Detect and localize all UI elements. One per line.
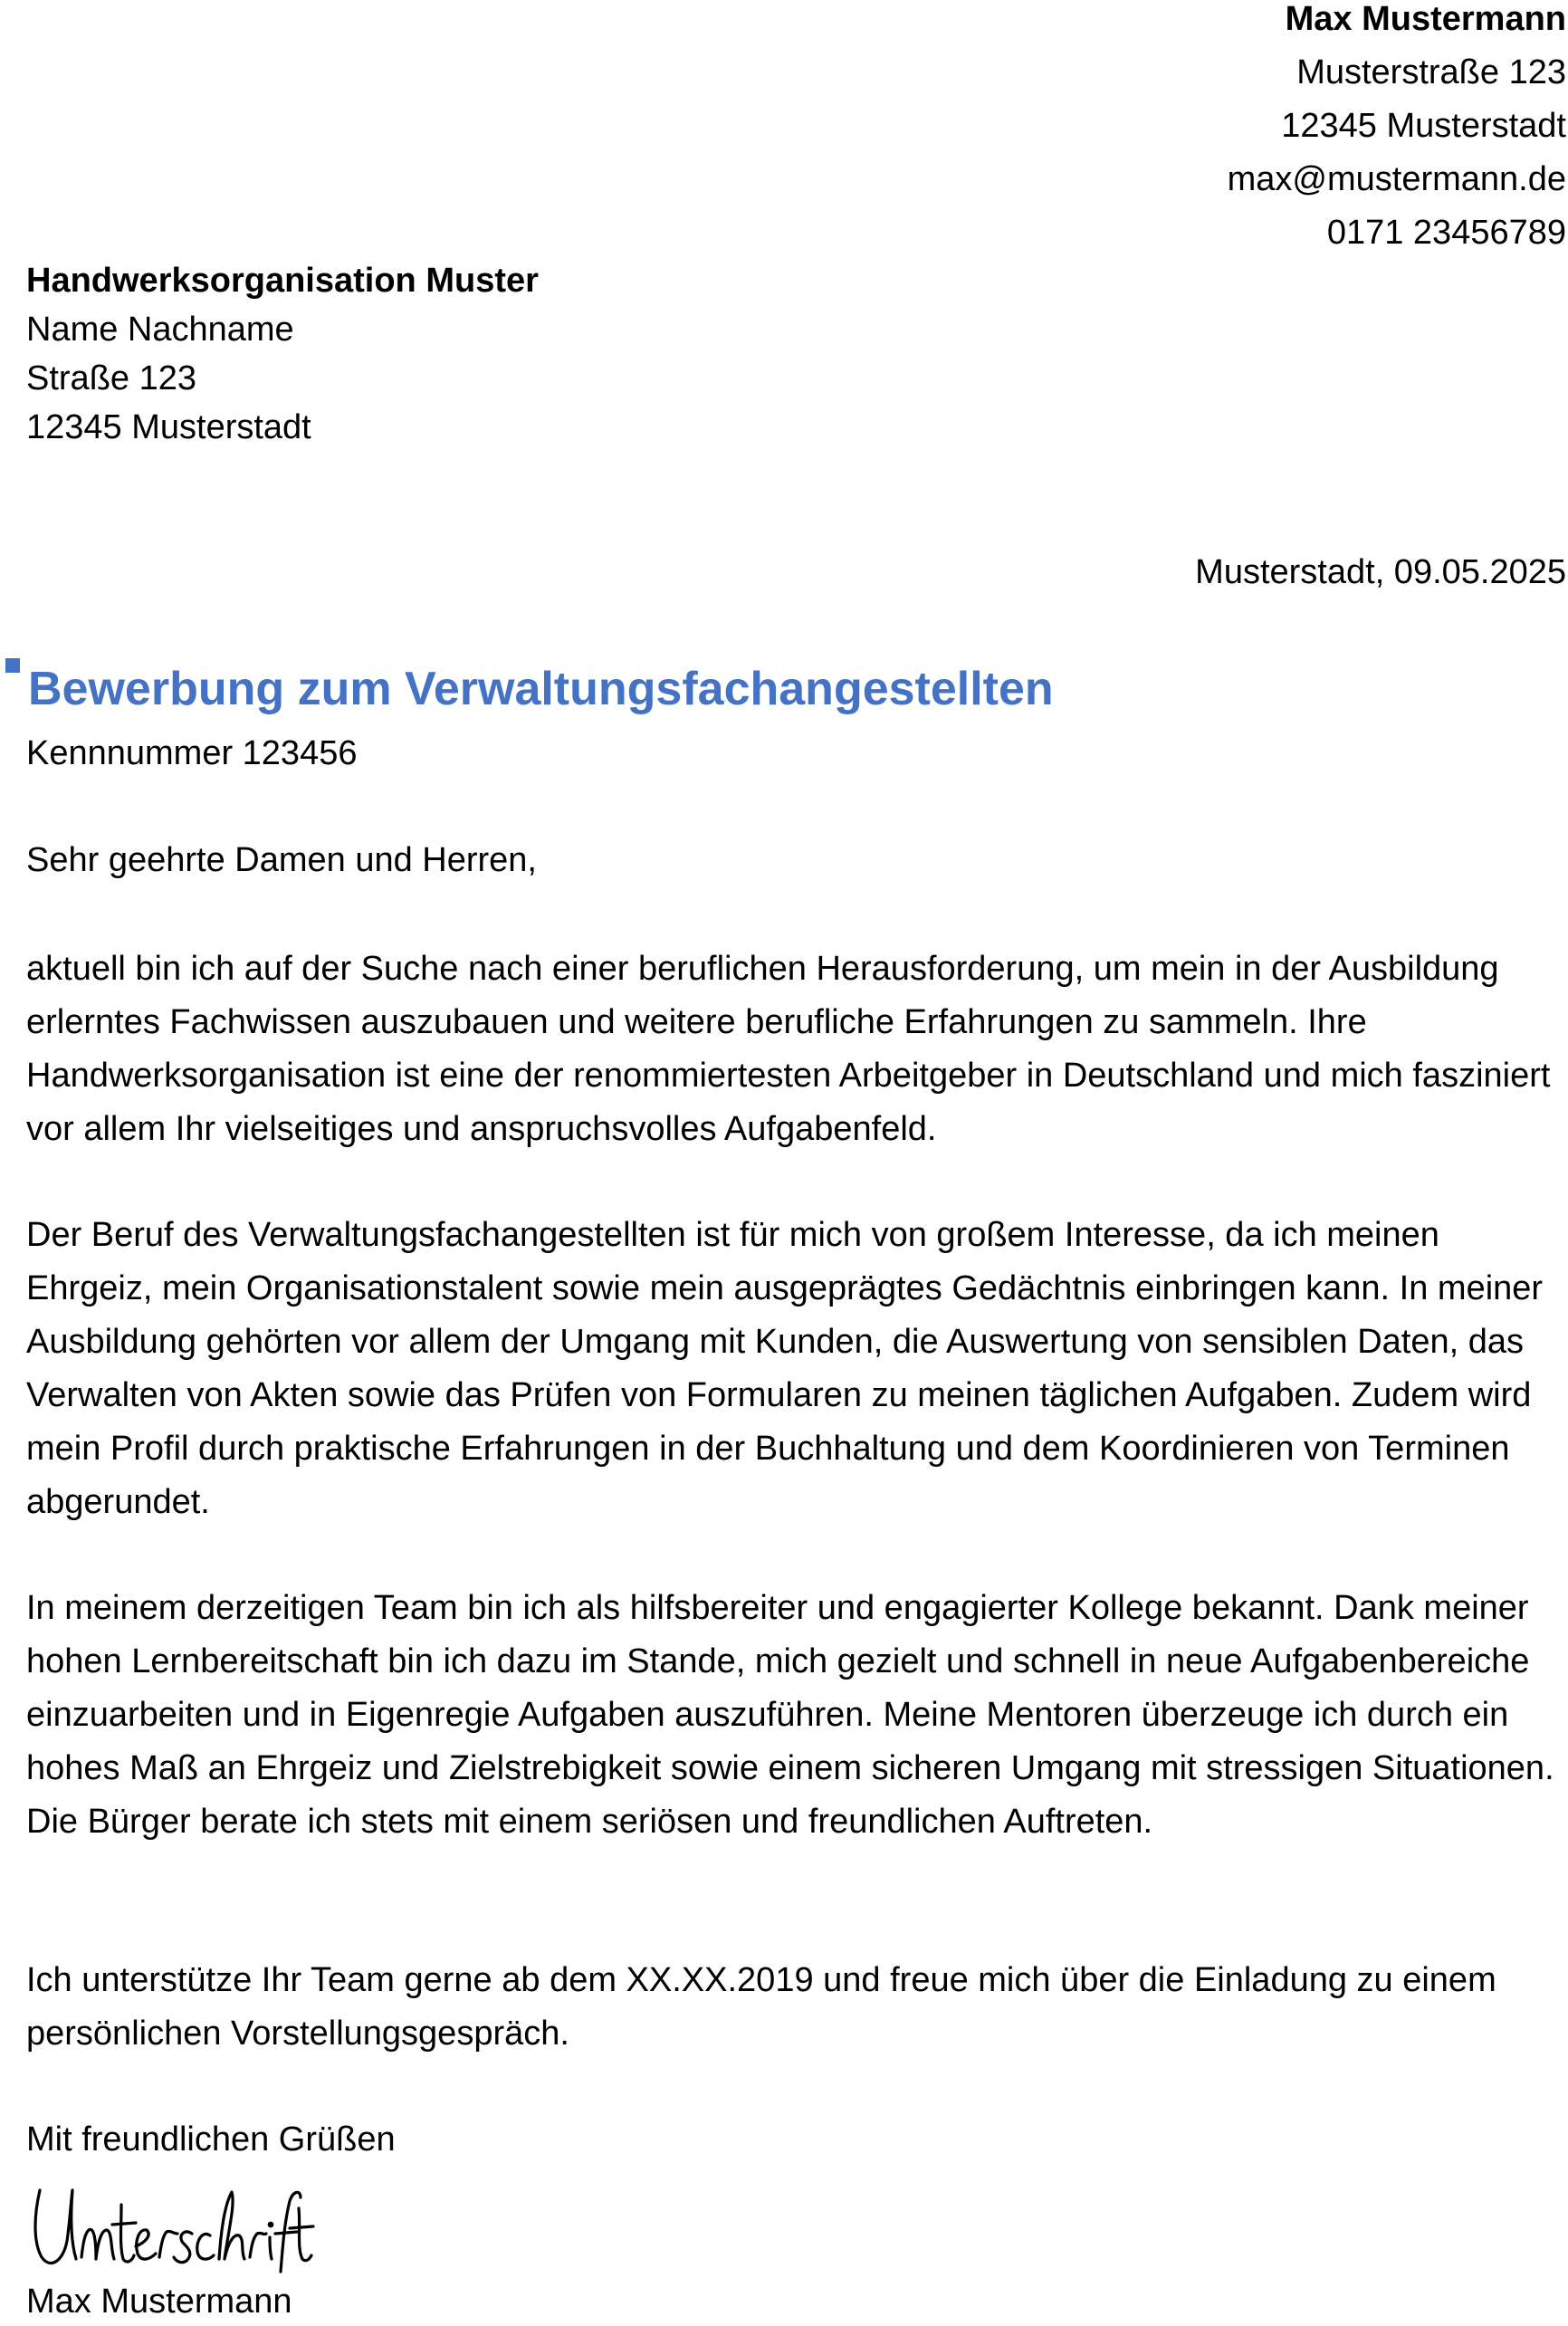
recipient-organization: Handwerksorganisation Muster bbox=[26, 262, 539, 300]
recipient-city: 12345 Musterstadt bbox=[26, 408, 311, 446]
body-paragraph-2: Der Beruf des Verwaltungsfachangestellten ist für mich von großem Interesse, da ich meinen Ehrgeiz, mein Organisationstalent sowie mein ausgeprägtes Gedächtnis einbringen kann. In meiner Ausbildung gehörten vor allem der Umgang mit Kunden, die Auswertung von sensiblen Daten, das Verwalten von Akten sowie das Prüfen von Formularen zu meinen täglichen Aufgaben. Zudem wird mein Profil durch praktische Erfahrungen in der Buchhaltung und dem Koordinieren von Terminen abgerundet. bbox=[26, 1216, 1544, 1521]
body-paragraph-4: Ich unterstütze Ihr Team gerne ab dem XX.XX.2019 und freue mich über die Einladung zu einem persönlichen Vorstellungsgespräch. bbox=[26, 1961, 1496, 2053]
sender-email: max@mustermann.de bbox=[1227, 160, 1566, 198]
salutation: Sehr geehrte Damen und Herren, bbox=[26, 841, 537, 879]
sender-name: Max Mustermann bbox=[1285, 0, 1566, 38]
sender-city: 12345 Musterstadt bbox=[1281, 107, 1566, 145]
signer-name: Max Mustermann bbox=[26, 2283, 292, 2321]
handwritten-signature bbox=[27, 2178, 317, 2277]
sender-street: Musterstraße 123 bbox=[1296, 53, 1566, 91]
date-line: Musterstadt, 09.05.2025 bbox=[1195, 553, 1566, 591]
heading-marker-icon bbox=[5, 658, 20, 673]
recipient-contact: Name Nachname bbox=[26, 311, 294, 349]
reference-number: Kennnummer 123456 bbox=[26, 734, 358, 772]
body-paragraph-1: aktuell bin ich auf der Suche nach einer beruflichen Herausforderung, um mein in der Ausbildung erlerntes Fachwissen auszubauen und weitere berufliche Erfahrungen zu sammeln. Ihre Handwerksorganisation ist eine der renommiertesten Arbeitgeber in Deutschland und mich fasziniert vor allem Ihr vielseitiges und anspruchsvolles Aufgabenfeld. bbox=[26, 950, 1551, 1148]
recipient-street: Straße 123 bbox=[26, 359, 196, 397]
body-paragraph-3: In meinem derzeitigen Team bin ich als hilfsbereiter und engagierter Kollege bekannt. Dank meiner hohen Lernbereitschaft bin ich dazu im Stande, mich gezielt und schnell in neue Aufgabenbereiche einzuarbeiten und in Eigenregie Aufgaben auszuführen. Meine Mentoren überzeuge ich durch ein hohes Maß an Ehrgeiz und Zielstrebigkeit sowie einem sicheren Umgang mit stressigen Situationen. Die Bürger berate ich stets mit einem seriösen und freundlichen Auftreten. bbox=[26, 1589, 1554, 1841]
sender-phone: 0171 23456789 bbox=[1326, 214, 1566, 252]
sender-address-block bbox=[1228, 0, 1566, 260]
recipient-address-block bbox=[26, 256, 539, 452]
closing-line: Mit freundlichen Grüßen bbox=[26, 2120, 396, 2158]
subject-heading: Bewerbung zum Verwaltungsfachangestellten bbox=[28, 663, 1054, 715]
